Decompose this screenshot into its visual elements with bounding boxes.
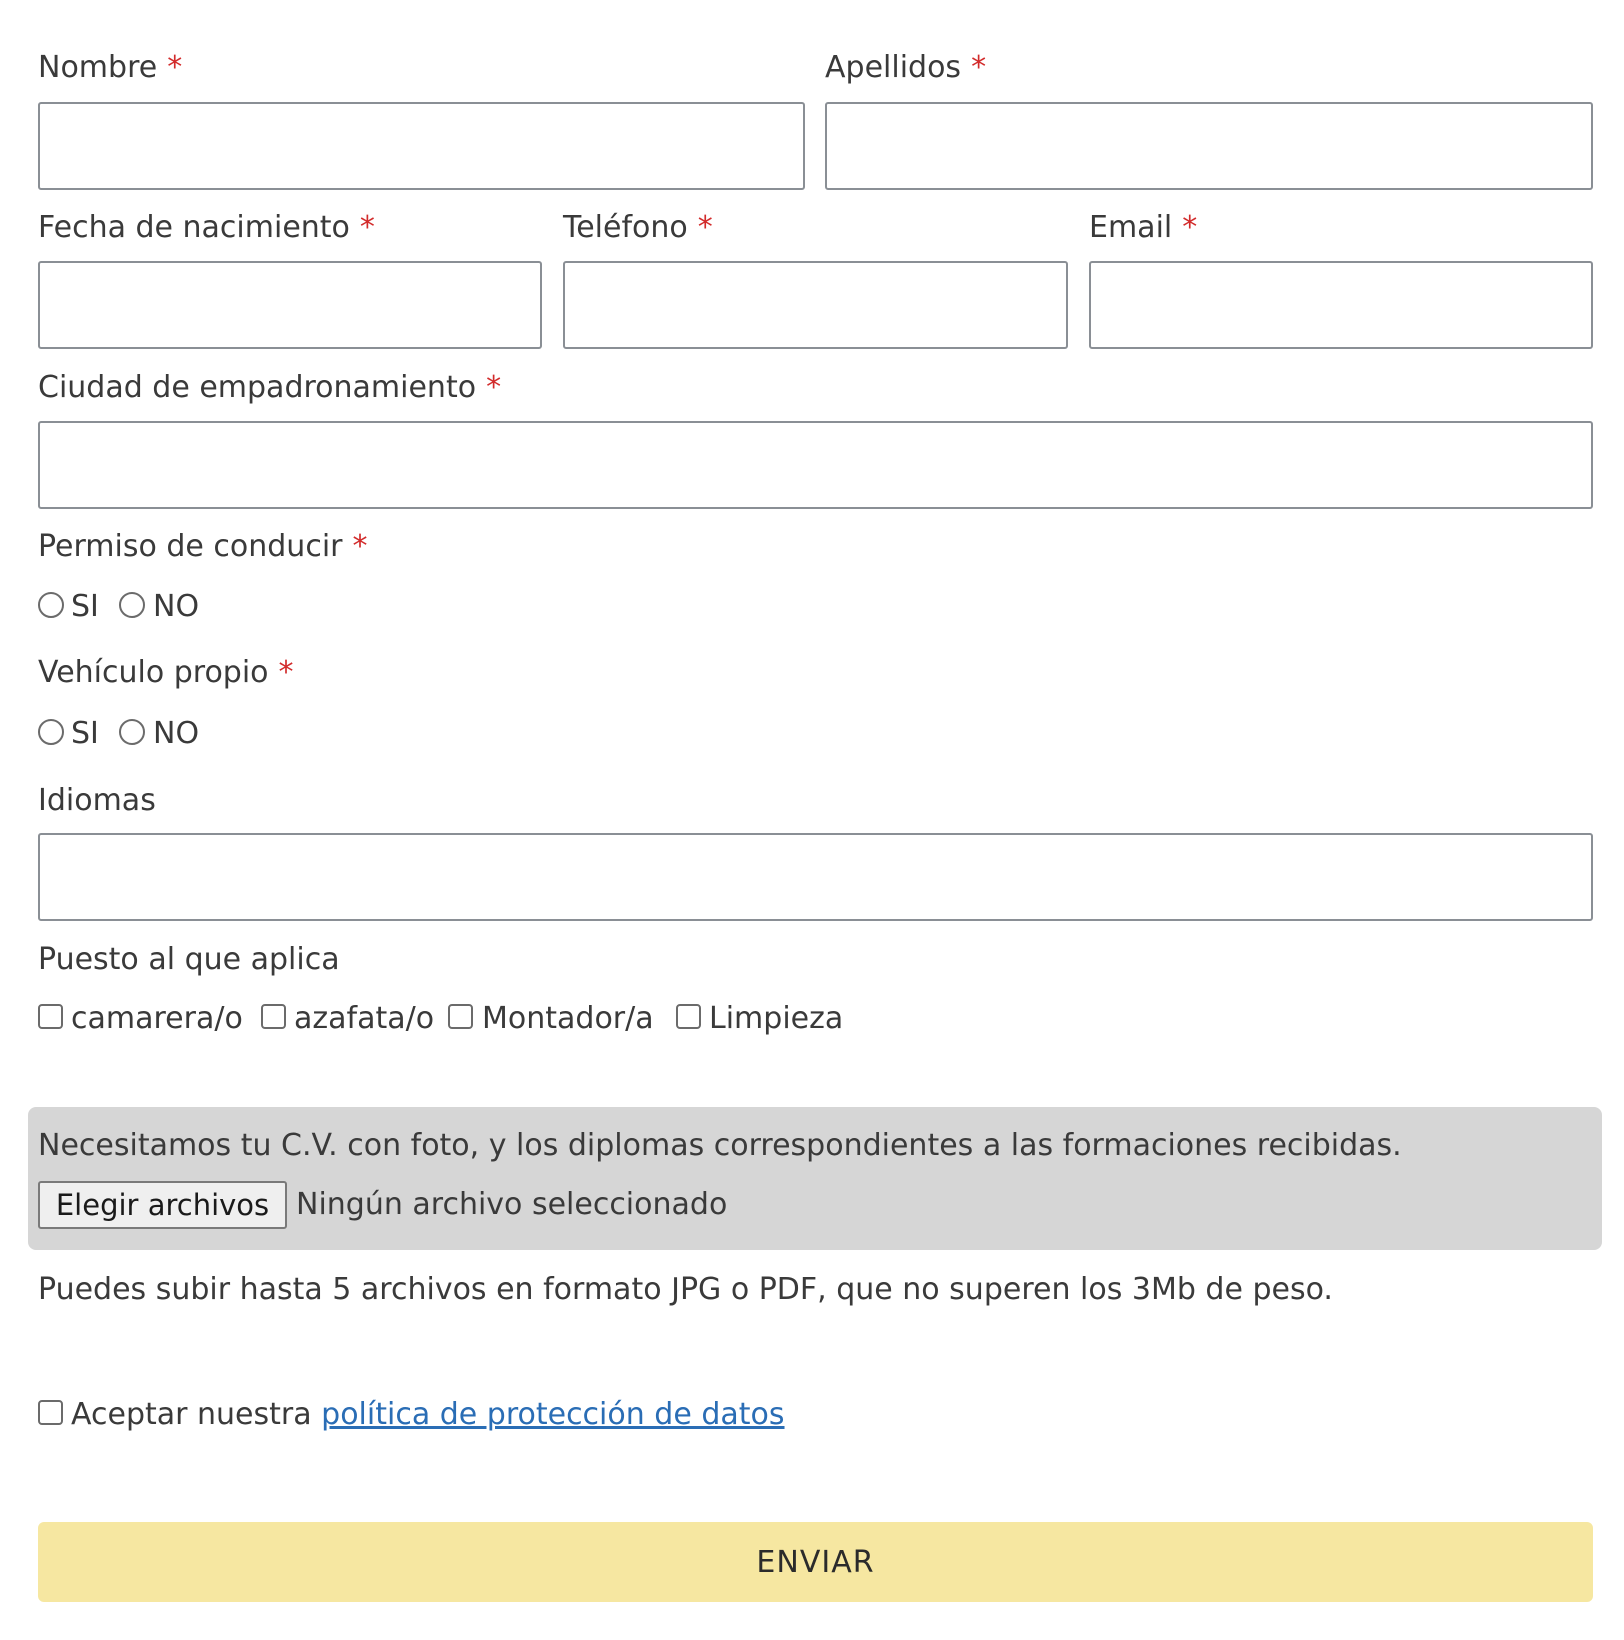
puesto-camarera-checkbox[interactable] [38,1004,63,1029]
puesto-limpieza-checkbox[interactable] [676,1004,701,1029]
puesto-montador-checkbox[interactable] [448,1004,473,1029]
privacy-prefix: Aceptar nuestra [71,1397,312,1432]
fecha-label [38,210,375,246]
required-marker: * [697,210,713,245]
required-marker: * [278,655,294,690]
nombre-label [38,50,182,86]
permiso-label [38,529,367,565]
ciudad-label-text: Ciudad de empadronamiento [38,370,477,405]
permiso-si-label: SI [71,589,99,624]
submit-button[interactable]: ENVIAR [38,1522,1593,1602]
required-marker: * [486,370,502,405]
telefono-input[interactable] [563,261,1068,349]
puesto-montador-label: Montador/a [482,1001,654,1036]
privacy-policy-link[interactable]: política de protección de datos [321,1397,785,1432]
apellidos-input[interactable] [825,102,1593,190]
permiso-label-text: Permiso de conducir [38,529,343,564]
fecha-label-text: Fecha de nacimiento [38,210,350,245]
ciudad-input[interactable] [38,421,1593,509]
puesto-azafata-checkbox[interactable] [261,1004,286,1029]
email-label-text: Email [1089,210,1173,245]
vehiculo-no-label: NO [153,716,200,751]
nombre-label-text: Nombre [38,50,158,85]
required-marker: * [352,529,368,564]
idiomas-label-text: Idiomas [38,783,156,818]
file-status: Ningún archivo seleccionado [296,1187,728,1222]
vehiculo-label [38,655,294,691]
vehiculo-no-radio[interactable] [119,719,145,745]
required-marker: * [359,210,375,245]
upload-help-text: Puedes subir hasta 5 archivos en formato JPG o PDF, que no superen los 3Mb de peso. [38,1272,1333,1307]
vehiculo-label-text: Vehículo propio [38,655,269,690]
permiso-si-radio[interactable] [38,592,64,618]
telefono-label [563,210,713,246]
permiso-no-label: NO [153,589,200,624]
vehiculo-si-radio[interactable] [38,719,64,745]
idiomas-input[interactable] [38,833,1593,921]
fecha-nacimiento-input[interactable] [38,261,542,349]
puesto-azafata-label: azafata/o [294,1001,435,1036]
required-marker: * [1182,210,1198,245]
privacy-statement [71,1397,785,1433]
privacy-checkbox[interactable] [38,1400,63,1425]
permiso-no-radio[interactable] [119,592,145,618]
puesto-label-text: Puesto al que aplica [38,942,340,977]
email-label [1089,210,1197,246]
telefono-label-text: Teléfono [563,210,688,245]
required-marker: * [167,50,183,85]
puesto-camarera-label: camarera/o [71,1001,243,1036]
puesto-label [38,942,340,978]
ciudad-label [38,370,501,406]
nombre-input[interactable] [38,102,805,190]
email-input[interactable] [1089,261,1593,349]
puesto-limpieza-label: Limpieza [709,1001,844,1036]
required-marker: * [971,50,987,85]
choose-files-button[interactable]: Elegir archivos [38,1181,287,1229]
vehiculo-si-label: SI [71,716,99,751]
apellidos-label [825,50,986,86]
idiomas-label [38,783,156,819]
upload-note: Necesitamos tu C.V. con foto, y los diplomas correspondientes a las formaciones recibidas. [38,1128,1402,1163]
apellidos-label-text: Apellidos [825,50,962,85]
